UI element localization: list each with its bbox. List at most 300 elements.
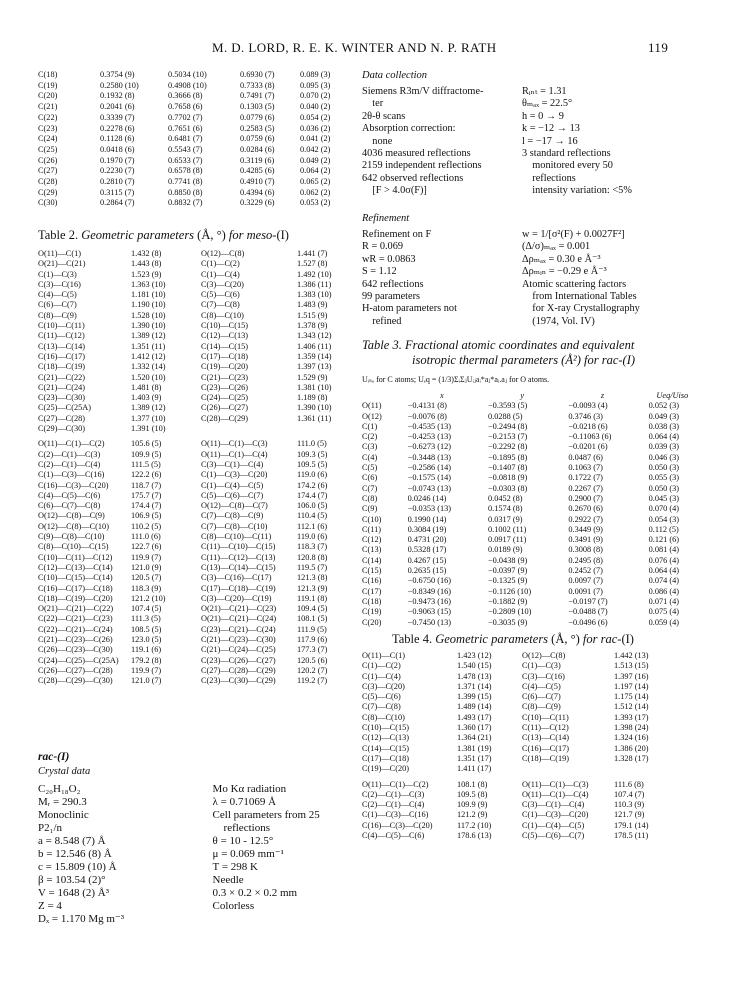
table-cell: 0.070 (4) [648, 504, 680, 514]
table-cell: C(8)—C(10)—C(11) [201, 532, 272, 542]
table3-caption: Table 3. Fractional atomic coordinates and equivalent isotropic thermal parameters (Å²) for rac-(I) [362, 338, 636, 367]
table-cell: 174.4 (7) [297, 490, 328, 500]
table-cell: O(12)—C(8) [522, 651, 566, 660]
table-cell: 1.442 (13) [614, 651, 649, 660]
table-cell: O(11)—C(1) [362, 651, 406, 660]
table-cell: 0.3229 (6) [240, 198, 275, 208]
coords-top-table [38, 70, 340, 209]
refinement-left [362, 229, 522, 328]
table-cell: 1.397 (16) [614, 671, 649, 681]
table-cell: 0.064 (4) [648, 566, 680, 576]
table-cell: C(8)—C(10)—C(15) [38, 542, 109, 552]
table-cell: 1.351 (17) [457, 753, 492, 763]
text-line: Absorption correction: [362, 123, 456, 135]
table-cell: C(28)—C(29)—C(30) [38, 676, 113, 686]
table-cell: 0.1128 (6) [100, 134, 135, 144]
text-line: Δρₘᵢₙ = −0.29 e Å⁻³ [522, 266, 607, 278]
table-cell: 1.397 (13) [297, 362, 332, 372]
table-row [362, 432, 702, 442]
table-row [362, 764, 674, 774]
table-cell: 109.3 (5) [297, 449, 328, 459]
table-cell: C(22)—C(21)—C(23) [38, 614, 113, 624]
table-cell: C(13)—C(14)—C(15) [201, 562, 276, 572]
table-cell: −0.2586 (14) [407, 463, 452, 473]
table-cell: 1.403 (9) [131, 393, 162, 403]
table-cell: −0.0818 (9) [488, 473, 528, 483]
table-cell: C(1)—C(2) [201, 259, 240, 269]
table-cell: C(19)—C(20) [362, 764, 410, 774]
table-row [38, 604, 357, 614]
table-row [38, 470, 357, 480]
table-cell: 108.1 (8) [457, 779, 488, 789]
table-cell: 0.064 (4) [648, 432, 680, 442]
table-cell: 1.389 (12) [131, 403, 166, 413]
table-cell: 110.4 (5) [297, 511, 328, 521]
table-cell: C(19)—C(20) [201, 362, 249, 372]
table-row [38, 134, 340, 145]
table-cell: 0.4394 (6) [240, 187, 275, 197]
text-line: Mo Kα radiation [212, 783, 287, 795]
table-cell: −0.4253 (13) [407, 432, 452, 442]
table2 [38, 249, 358, 686]
table-row [362, 535, 702, 545]
table-row [362, 723, 674, 733]
table-cell: 0.050 (3) [648, 483, 680, 493]
table-cell: C(14)—C(15) [362, 743, 410, 753]
table-row [362, 692, 674, 702]
table-row [38, 553, 357, 563]
table-row [38, 542, 357, 552]
table-cell: 0.2580 (10) [100, 80, 139, 90]
table-cell: C(22) [38, 112, 58, 122]
column-header: z [600, 391, 605, 400]
table-cell: −0.2494 (8) [488, 421, 528, 431]
table-cell: C(20) [38, 91, 58, 101]
table-cell: 112.1 (6) [297, 521, 328, 531]
table-cell: 0.2278 (6) [100, 123, 135, 133]
table-cell: −0.3593 (5) [488, 401, 528, 411]
table-cell: C(11)—C(12) [38, 331, 85, 341]
text-line: (1974, Vol. IV) [522, 315, 595, 327]
table-cell: 1.175 (14) [614, 692, 649, 702]
table-cell: 1.483 (9) [297, 300, 328, 310]
table4-angles [362, 780, 674, 842]
table-cell: 105.6 (5) [131, 439, 162, 449]
coords-continued-table [38, 70, 358, 209]
table-cell: 1.324 (16) [614, 733, 649, 743]
table-cell: −0.4535 (13) [407, 421, 452, 431]
table-row [38, 124, 340, 135]
table-cell: 1.197 (14) [614, 681, 649, 691]
table-cell: 0.0097 (7) [568, 576, 603, 586]
table-cell: 0.074 (4) [648, 576, 680, 586]
table-cell: −0.7450 (13) [407, 617, 452, 627]
table-cell: O(11)—C(1)—C(4) [201, 449, 268, 459]
text-line: b = 12.546 (8) Å [38, 848, 112, 860]
table-row [38, 645, 357, 655]
table-row [362, 412, 702, 422]
refinement-heading: Refinement [362, 213, 410, 224]
table-cell: C(9) [362, 504, 378, 514]
table-cell: O(21)—C(21)—C(24) [201, 614, 277, 624]
table-cell: 0.2495 (8) [568, 555, 603, 565]
data-collection-block [362, 70, 702, 198]
table-row [362, 800, 674, 810]
table-cell: C(18)—C(19)—C(20) [38, 593, 113, 603]
table-row [38, 91, 340, 102]
table-cell: C(17)—C(18)—C(19) [201, 583, 276, 593]
table-cell: 0.4908 (10) [168, 80, 207, 90]
table-cell: C(21)—C(24) [38, 382, 86, 392]
table-cell: C(16)—C(3)—C(20) [362, 820, 433, 830]
table-cell: C(14)—C(15) [201, 341, 249, 351]
table-cell: 0.1722 (7) [568, 473, 603, 483]
table-cell: O(21)—C(21) [38, 259, 86, 269]
table-row [362, 494, 702, 504]
table-cell: 117.9 (6) [297, 634, 328, 644]
table-cell: −0.11063 (6) [568, 432, 612, 442]
table-cell: −0.0353 (13) [407, 504, 452, 514]
table-cell: C(16)—C(17) [522, 743, 570, 753]
text-line: Colorless [212, 900, 255, 912]
table-cell: C(1)—C(4) [201, 269, 240, 279]
table-row [38, 290, 357, 300]
table-cell: 0.8832 (7) [168, 198, 203, 208]
table-cell: −0.0201 (6) [568, 442, 608, 452]
table-cell: C(1)—C(3)—C(16) [362, 810, 429, 820]
table-cell: 118.3 (9) [131, 583, 162, 593]
table-cell: 0.050 (3) [648, 463, 680, 473]
table-cell: 0.6533 (7) [168, 155, 203, 165]
text-line: 4036 measured reflections [362, 148, 471, 160]
table-row [362, 463, 702, 473]
table-cell: 0.071 (4) [648, 596, 680, 606]
text-line: intensity variation: <5% [522, 185, 632, 197]
table-cell: −0.1895 (8) [488, 452, 528, 462]
table-cell: C(2)—C(1)—C(3) [362, 789, 425, 799]
table-cell: 0.2041 (6) [100, 102, 135, 112]
table-cell: C(1) [362, 421, 378, 431]
table-cell: 0.059 (4) [648, 617, 680, 627]
table2-bonds [38, 249, 357, 434]
table-row [362, 831, 674, 841]
table-row [38, 280, 357, 290]
table2-caption: Table 2. Geometric parameters (Å, °) for meso-(I) [38, 228, 289, 242]
table-cell: C(11)—C(12) [522, 723, 569, 733]
table-cell: C(10)—C(15)—C(14) [38, 573, 113, 583]
table-cell: C(1)—C(3)—C(20) [201, 470, 268, 480]
table-cell: 1.190 (10) [131, 300, 166, 310]
table-cell: C(13)—C(14) [38, 341, 86, 351]
table-row [362, 661, 674, 671]
table-row [362, 821, 674, 831]
text-line: T = 298 K [212, 861, 258, 873]
table-cell: 0.1574 (8) [488, 504, 523, 514]
table-cell: C(27) [38, 166, 58, 176]
crystal-data-left [38, 783, 213, 926]
table-cell: 0.0452 (8) [488, 493, 523, 503]
table-cell: O(11)—C(1)—C(2) [362, 779, 429, 789]
table-cell: 178.5 (11) [614, 831, 649, 841]
table-cell: 109.9 (5) [131, 449, 162, 459]
table-cell: 1.181 (10) [131, 290, 166, 300]
table-row [38, 625, 357, 635]
table-cell: 119.0 (6) [297, 470, 328, 480]
table-cell: 0.2230 (7) [100, 166, 135, 176]
text-line: (Δ/σ)ₘₐₓ = 0.001 [522, 241, 591, 253]
text-line: [F > 4.0σ(F)] [362, 185, 427, 197]
table-cell [297, 424, 357, 434]
table-cell: C(3)—C(1)—C(4) [522, 800, 585, 810]
table-cell: 0.1990 (14) [407, 514, 447, 524]
table-cell: 1.520 (10) [131, 372, 166, 382]
table-cell: 1.398 (24) [614, 723, 649, 733]
table-cell: 109.9 (9) [457, 800, 488, 810]
table-cell: 0.3119 (6) [240, 155, 275, 165]
table-cell: C(1)—C(3) [38, 269, 77, 279]
table-row [362, 702, 674, 712]
column-header: x [439, 391, 444, 400]
text-line: k = −12 → 13 [522, 123, 580, 135]
table-cell [522, 764, 614, 774]
table-cell: C(1)—C(3) [522, 661, 561, 671]
table-cell: C(12)—C(13) [362, 733, 410, 743]
text-line: 642 reflections [362, 278, 424, 290]
table-row [38, 594, 357, 604]
table-cell: 0.7651 (6) [168, 123, 203, 133]
table-cell: 0.7702 (7) [168, 112, 203, 122]
table-cell: −0.6273 (12) [407, 442, 452, 452]
table-cell: C(20) [362, 617, 382, 627]
table-row [38, 166, 340, 177]
table-cell: −0.1325 (9) [488, 576, 528, 586]
table-cell: C(3)—C(16)—C(17) [201, 573, 272, 583]
table-cell: 1.386 (20) [614, 743, 649, 753]
table-cell: 0.070 (2) [300, 91, 331, 101]
text-line: Dₓ = 1.170 Mg m⁻³ [38, 913, 125, 925]
table-cell: 111.5 (5) [131, 459, 161, 469]
table-cell: −0.9063 (15) [407, 607, 452, 617]
text-line: λ = 0.71069 Å [212, 796, 277, 808]
table-cell: C(3) [362, 442, 378, 452]
table-cell: −0.0197 (7) [568, 596, 608, 606]
table-cell: C(28)—C(29) [201, 413, 249, 423]
table-cell: 1.481 (8) [131, 382, 162, 392]
table-cell: C(12) [362, 535, 382, 545]
table-cell: 1.351 (11) [131, 341, 166, 351]
table-cell: C(1)—C(4) [362, 671, 401, 681]
crystal-data-heading: Crystal data [38, 766, 91, 777]
table-cell: C(30) [38, 198, 58, 208]
table-cell: −0.0397 (9) [488, 566, 528, 576]
table-cell: 0.7491 (7) [240, 91, 275, 101]
table-cell: C(17)—C(18) [201, 351, 249, 361]
table-cell: −0.0093 (4) [568, 401, 608, 411]
text-line: Siemens R3m/V diffractome- [362, 86, 484, 97]
table-cell: 0.038 (3) [648, 421, 680, 431]
column-header: y [520, 391, 525, 400]
table-cell: 0.049 (2) [300, 155, 331, 165]
table-cell: C(29) [38, 187, 58, 197]
table-cell: 121.2 (10) [131, 593, 166, 603]
table-row [362, 682, 674, 692]
table-cell: C(17)—C(18) [362, 753, 410, 763]
text-line: reflections [522, 172, 576, 184]
table-cell: C(18) [362, 596, 382, 606]
text-line: 99 parameters [362, 291, 421, 303]
text-line: Atomic scattering factors [522, 278, 627, 290]
text-line: 642 observed reflections [362, 172, 464, 184]
table-cell: C(16)—C(3)—C(20) [38, 480, 109, 490]
table-cell: −0.1575 (14) [407, 473, 452, 483]
table-cell: C(26)—C(27) [201, 403, 249, 413]
table-cell: 0.040 (2) [300, 102, 331, 112]
table3-grid [362, 391, 702, 628]
table-cell: C(23)—C(21)—C(24) [201, 624, 276, 634]
text-line: reflections [212, 822, 270, 834]
table-row [362, 754, 674, 764]
table-cell: 0.1002 (11) [488, 524, 527, 534]
text-line: 0.3 × 0.2 × 0.2 mm [212, 887, 298, 899]
column-header [362, 391, 402, 401]
table-cell: 0.055 (3) [648, 473, 680, 483]
table-cell: 119.9 (7) [131, 665, 162, 675]
table-row [38, 424, 357, 434]
table-cell: 0.075 (4) [648, 607, 680, 617]
table-cell: 0.2922 (7) [568, 514, 603, 524]
table-cell: 0.039 (3) [648, 442, 680, 452]
text-line: S = 1.12 [362, 266, 397, 278]
table-cell: 1.389 (12) [131, 331, 166, 341]
table-cell: 179.2 (8) [131, 655, 162, 665]
table-cell: C(12)—C(13)—C(14) [38, 562, 113, 572]
table-cell: 119.1 (8) [297, 593, 328, 603]
table-cell: 0.2583 (5) [240, 123, 275, 133]
table-cell: 1.361 (11) [297, 413, 332, 423]
table-cell: O(12) [362, 411, 382, 421]
table-cell: C(8) [362, 493, 378, 503]
table-cell: 121.3 (9) [297, 583, 328, 593]
table-cell: 0.2267 (7) [568, 483, 603, 493]
table-cell: 121.0 (7) [131, 676, 162, 686]
table-cell: C(27)—C(28)—C(29) [201, 665, 276, 675]
table-cell: 121.0 (9) [131, 562, 162, 572]
table-row [362, 672, 674, 682]
table-cell: 117.2 (10) [457, 820, 492, 830]
text-line: 2159 independent reflections [362, 160, 482, 172]
table-cell: 0.053 (2) [300, 198, 331, 208]
table-cell: C(8)—C(9) [522, 702, 561, 712]
table-cell: C(6)—C(7) [38, 300, 77, 310]
table-cell: 106.0 (5) [297, 501, 328, 511]
table-cell: 109.5 (5) [297, 459, 328, 469]
table-cell: −0.1126 (10) [488, 586, 532, 596]
table-cell: C(14) [362, 555, 382, 565]
table-cell: 1.364 (21) [457, 733, 492, 743]
refinement-block [362, 213, 702, 328]
table-cell: C(23)—C(26) [201, 382, 249, 392]
table-cell: O(11) [362, 401, 382, 411]
table-row [38, 270, 357, 280]
table-cell: −0.2292 (8) [488, 442, 528, 452]
text-line: monitored every 50 [522, 160, 613, 172]
table-cell: 122.2 (6) [131, 470, 162, 480]
table-cell: 0.0779 (6) [240, 112, 275, 122]
table-cell: C(18)—C(19) [522, 753, 570, 763]
table-row [38, 311, 357, 321]
table-cell: C(19) [38, 80, 58, 90]
table-row [38, 563, 357, 573]
table-cell: 0.095 (3) [300, 80, 331, 90]
table-cell: C(5)—C(6) [201, 290, 240, 300]
table-row [38, 614, 357, 624]
table-cell: C(2) [362, 432, 378, 442]
table-row [362, 576, 702, 586]
table-cell: 1.359 (14) [297, 351, 332, 361]
table-cell: 0.042 (2) [300, 144, 331, 154]
table-cell: C(7) [362, 483, 378, 493]
table-cell: 0.0418 (6) [100, 144, 135, 154]
table-row [362, 744, 674, 754]
running-title: M. D. LORD, R. E. K. WINTER AND N. P. RATH [212, 40, 497, 55]
table2-angles [38, 439, 357, 686]
table-cell: C(21)—C(23)—C(26) [38, 634, 113, 644]
table-cell: 118.7 (7) [131, 480, 162, 490]
text-line: ter [362, 98, 384, 110]
text-line: H-atom parameters not [362, 303, 457, 315]
table-cell: 1.478 (13) [457, 671, 492, 681]
table-cell: O(12)—C(8)—C(7) [201, 501, 268, 511]
text-line: β = 103.54 (2)° [38, 874, 106, 886]
table-cell: 1.371 (14) [457, 681, 492, 691]
table-cell: C(4)—C(5) [38, 290, 77, 300]
table-row [38, 321, 357, 331]
table-cell: C(21)—C(23) [201, 372, 249, 382]
text-line: Rᵢₙₜ = 1.31 [522, 86, 567, 97]
table-cell: 1.189 (8) [297, 393, 328, 403]
table-cell: 109.5 (8) [457, 789, 488, 799]
table-cell: 1.412 (12) [131, 351, 166, 361]
table4 [362, 651, 702, 841]
table-cell: 119.2 (7) [297, 676, 328, 686]
table-row [362, 515, 702, 525]
table-cell: 0.4731 (20) [407, 535, 447, 545]
text-line: a = 8.548 (7) Å [38, 835, 106, 847]
table-row [362, 504, 702, 514]
table-cell: C(11) [362, 524, 382, 534]
table-cell: C(5) [362, 463, 378, 473]
table-cell: C(4)—C(5) [522, 681, 561, 691]
table-cell: C(1)—C(2) [362, 661, 401, 671]
table-row [38, 511, 357, 521]
table-cell: 0.5328 (17) [407, 545, 447, 555]
table-row [38, 373, 357, 383]
table-cell: 1.411 (17) [457, 764, 492, 774]
table-cell: 119.1 (6) [131, 645, 162, 655]
table-cell: C(3)—C(20)—C(19) [201, 593, 272, 603]
table-cell: 0.3746 (3) [568, 411, 603, 421]
table-cell: O(11)—C(1)—C(4) [522, 789, 589, 799]
table-cell: 0.046 (3) [648, 452, 680, 462]
table-cell: −0.0076 (8) [407, 411, 447, 421]
page-number: 119 [648, 40, 669, 55]
text-line: P2₁/n [38, 822, 63, 834]
table-cell: 1.332 (14) [131, 362, 166, 372]
table-cell: C(28) [38, 177, 58, 187]
table-cell: 0.0759 (6) [240, 134, 275, 144]
table-cell: 1.513 (15) [614, 661, 649, 671]
rac-crystal-data [38, 751, 358, 926]
